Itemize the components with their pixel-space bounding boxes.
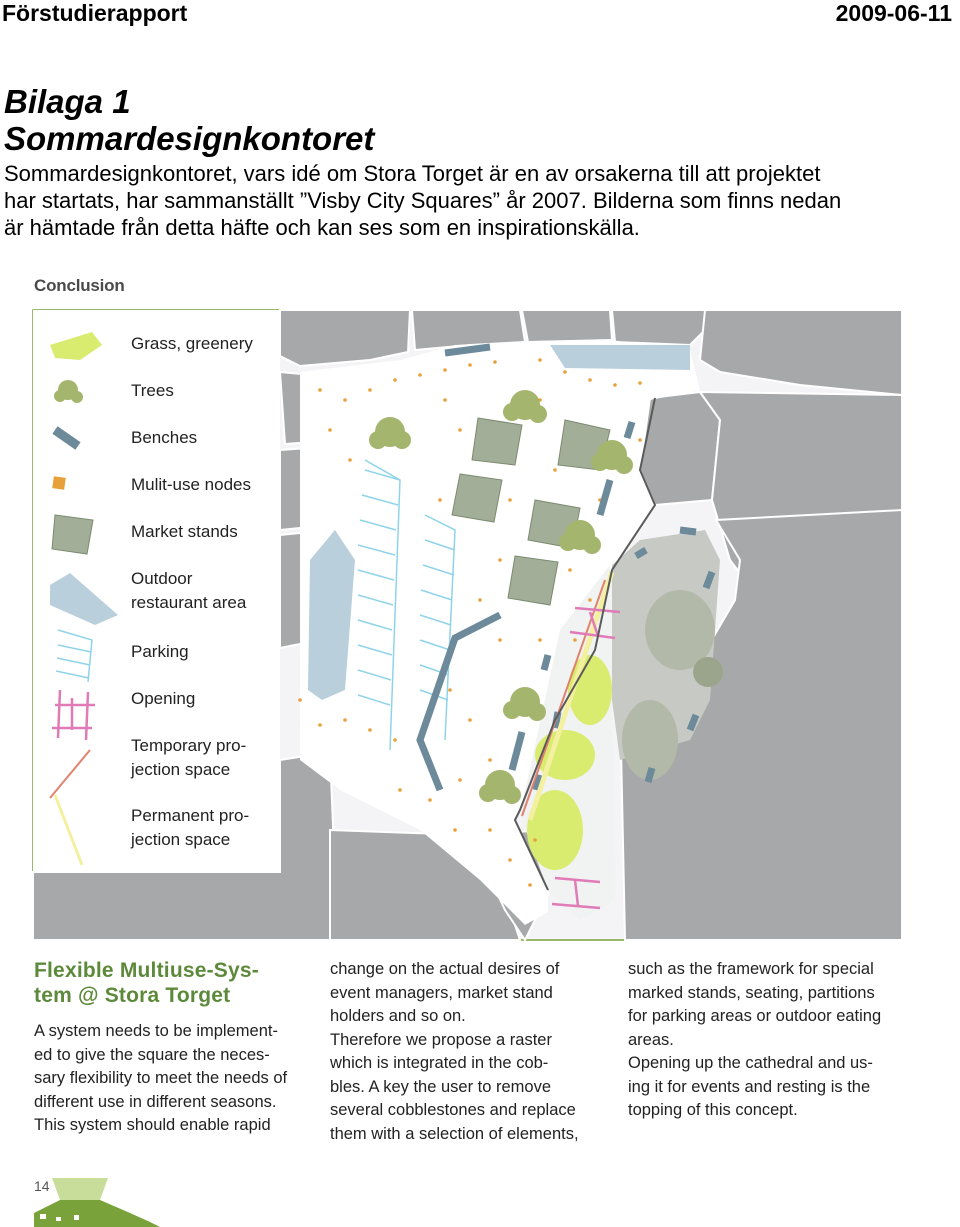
- text-line: ing it for events and resting is the: [628, 1077, 871, 1096]
- legend-label-line: jection space: [131, 760, 231, 779]
- article-heading-line: tem @ Stora Torget: [34, 984, 231, 1007]
- text-line: different use in different seasons.: [34, 1092, 277, 1111]
- article-column-3: [628, 958, 906, 1123]
- text-line: Opening up the cathedral and us-: [628, 1054, 873, 1072]
- legend-label-line: Temporary pro-: [131, 736, 247, 755]
- intro-line: är hämtade från detta häfte och kan ses som en inspirationskälla.: [4, 215, 640, 240]
- legend-label-temporary: [131, 734, 281, 782]
- text-line: This system should enable rapid: [34, 1116, 271, 1134]
- text-line: which is integrated in the cob-: [330, 1054, 549, 1072]
- footer-landscape-logo: [34, 1178, 160, 1227]
- header-date: 2009-06-11: [835, 0, 952, 26]
- text-line: change on the actual desires of: [330, 960, 560, 978]
- legend-label-permanent: [131, 804, 281, 852]
- text-line: topping of this concept.: [628, 1101, 798, 1119]
- text-line: bles. A key the user to remove: [330, 1077, 552, 1096]
- article-column-1: [34, 958, 309, 1138]
- legend-label-market-stands: Market stands: [131, 522, 238, 541]
- restaurant-area-map: [550, 345, 690, 370]
- multiuse-node-icon: [52, 476, 66, 490]
- text-line: marked stands, seating, partitions: [628, 983, 875, 1002]
- text-line: A system needs to be implement-: [34, 1022, 278, 1040]
- legend-label-parking: Parking: [131, 642, 189, 661]
- text-line: such as the framework for special: [628, 960, 874, 978]
- intro-line: har startats, har sammanställt ”Visby City Squares” år 2007. Bilderna som finns nedan: [4, 188, 842, 213]
- intro-line: Sommardesignkontoret, vars idé om Stora Torget är en av orsakerna till att projektet: [4, 161, 821, 186]
- article-heading: [34, 958, 309, 1008]
- appendix-subtitle: Sommardesignkontoret: [4, 120, 375, 157]
- market-stand-icon: [52, 515, 93, 554]
- legend-label-line: restaurant area: [131, 593, 247, 612]
- text-line: several cobblestones and replace: [330, 1101, 576, 1119]
- header-title: Förstudierapport: [2, 0, 188, 26]
- text-line: Therefore we propose a raster: [330, 1030, 552, 1049]
- legend-label-opening: Opening: [131, 689, 196, 708]
- article-column-2: [330, 958, 605, 1146]
- page-number: 14: [34, 1178, 50, 1194]
- article-heading-line: Flexible Multiuse-Sys-: [34, 959, 259, 982]
- legend-label-line: jection space: [131, 830, 231, 849]
- appendix-title: Bilaga 1: [4, 83, 131, 120]
- legend-label-restaurant: [131, 567, 281, 615]
- text-line: areas.: [628, 1030, 674, 1049]
- text-line: holders and so on.: [330, 1007, 466, 1025]
- legend-label-line: Permanent pro-: [131, 806, 250, 825]
- legend-label-trees: Trees: [131, 381, 174, 400]
- text-line: them with a selection of elements,: [330, 1124, 579, 1143]
- legend-label-grass: Grass, greenery: [131, 334, 253, 353]
- text-line: for parking areas or outdoor eating: [628, 1007, 882, 1025]
- text-line: sary flexibility to meet the needs of: [34, 1069, 288, 1087]
- text-line: ed to give the square the neces-: [34, 1045, 270, 1064]
- text-line: event managers, market stand: [330, 983, 553, 1002]
- figure-conclusion-title: Conclusion: [34, 276, 125, 295]
- legend-label-benches: Benches: [131, 428, 198, 447]
- legend-label-line: Outdoor: [131, 569, 193, 588]
- legend-label-nodes: Mulit-use nodes: [131, 475, 252, 494]
